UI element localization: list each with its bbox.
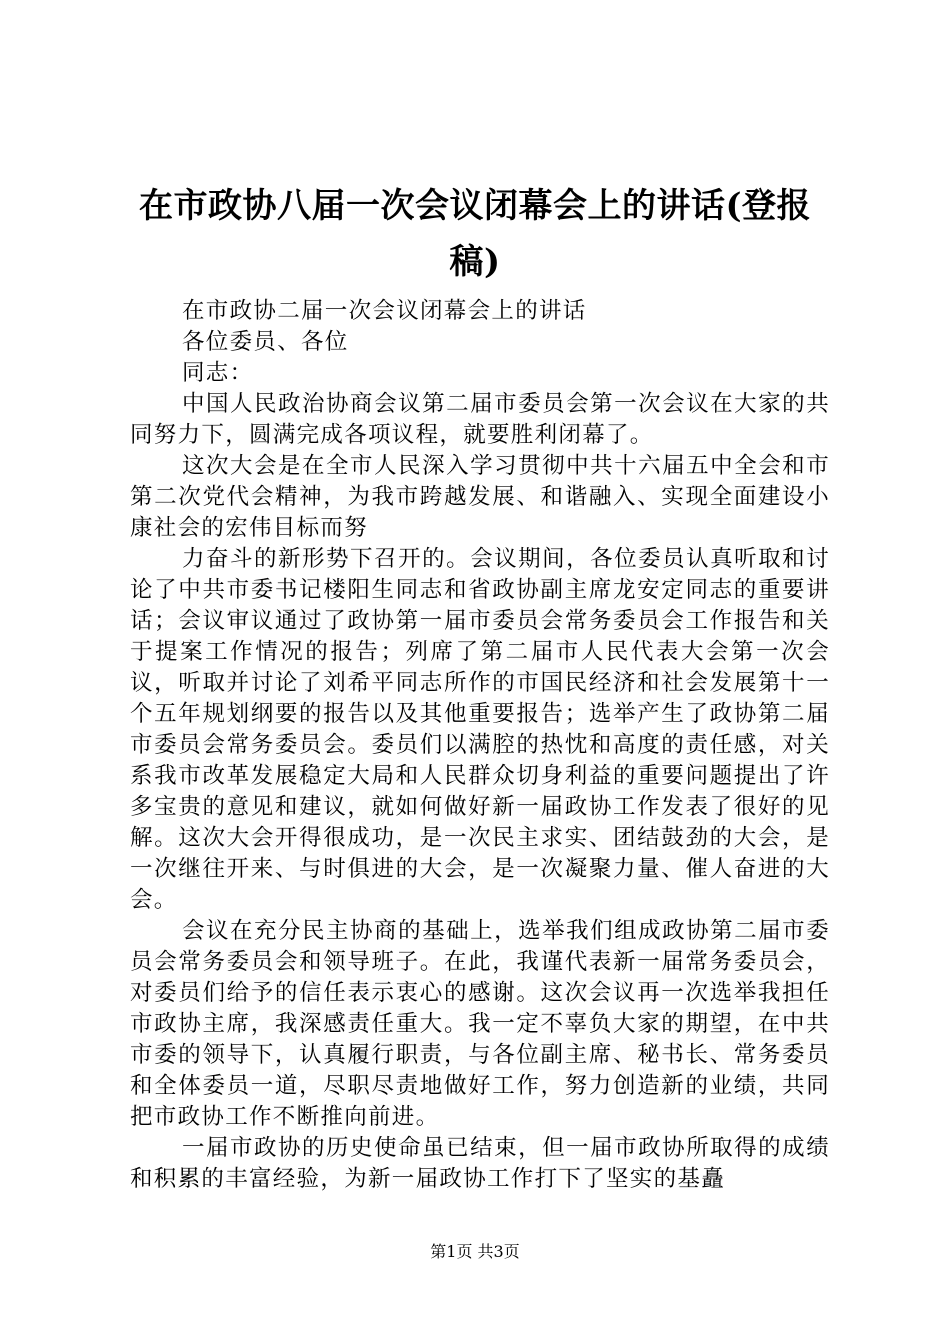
paragraph: 在市政协二届一次会议闭幕会上的讲话 <box>182 298 587 324</box>
document-body <box>130 296 830 1195</box>
paragraph: 同志： <box>182 360 254 386</box>
page-number-footer: 第1页 共3页 <box>430 1242 520 1261</box>
document-title: 在市政协八届一次会议闭幕会上的讲话(登报稿) <box>138 186 812 282</box>
paragraph: 会议在充分民主协商的基础上，选举我们组成政协第二届市委员会常务委员会和领导班子。在此，我谨代表新一届常务委员会，对委员们给予的信任表示衷心的感谢。这次会议再一次选举我担任市政协主席，我深感责任重大。我一定不辜负大家的期望，在中共市委的领导下，认真履行职责，与各位副主席、秘书长、常务委员和全体委员一道，尽职尽责地做好工作，努力创造新的业绩，共同把市政协工作不断推向前进。 <box>130 918 830 1130</box>
paragraph: 中国人民政治协商会议第二届市委员会第一次会议在大家的共同努力下，圆满完成各项议程，就要胜利闭幕了。 <box>130 391 830 448</box>
paragraph: 力奋斗的新形势下召开的。会议期间，各位委员认真听取和讨论了中共市委书记楼阳生同志和省政协副主席龙安定同志的重要讲话；会议审议通过了政协第一届市委员会常务委员会工作报告和关于提案工作情况的报告；列席了第二届市人民代表大会第一次会议，听取并讨论了刘希平同志所作的市国民经济和社会发展第十一个五年规划纲要的报告以及其他重要报告；选举产生了政协第二届市委员会常务委员会。委员们以满腔的热忱和高度的责任感，对关系我市改革发展稳定大局和人民群众切身利益的重要问题提出了许多宝贵的意见和建议，就如何做好新一届政协工作发表了很好的见解。这次大会开得很成功，是一次民主求实、团结鼓劲的大会，是一次继往开来、与时俱进的大会，是一次凝聚力量、催人奋进的大会。 <box>130 546 830 913</box>
paragraph: 一届市政协的历史使命虽已结束，但一届市政协所取得的成绩和积累的丰富经验，为新一届政协工作打下了坚实的基矗 <box>130 1135 830 1192</box>
paragraph: 这次大会是在全市人民深入学习贯彻中共十六届五中全会和市第二次党代会精神，为我市跨越发展、和谐融入、实现全面建设小康社会的宏伟目标而努 <box>130 453 830 541</box>
paragraph: 各位委员、各位 <box>182 329 349 355</box>
